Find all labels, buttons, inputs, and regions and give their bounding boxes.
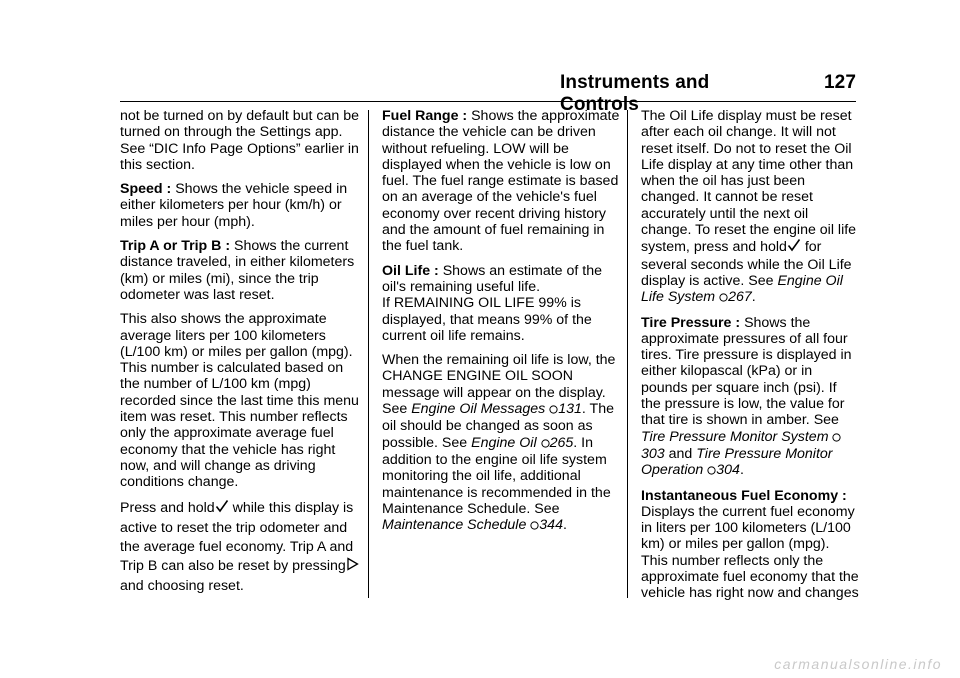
body-text: while this display is active to reset the trip odometer and the average fuel economy. Trip A and Trip B can also be reset by pressing	[120, 499, 354, 574]
term-label: Instantaneous Fuel Economy :	[641, 487, 847, 504]
page-reference-icon	[707, 463, 716, 479]
page-header	[560, 72, 856, 115]
cross-reference-link[interactable]: Tire Pressure Monitor Operation	[641, 445, 833, 479]
column-2	[382, 108, 622, 542]
paragraph	[120, 238, 360, 303]
body-text: and choosing reset.	[120, 577, 244, 594]
term-label: Tire Pressure :	[641, 314, 741, 331]
paragraph	[120, 181, 360, 230]
body-text: The Oil Life display must be reset after each oil change. It will not reset itself. Do not to reset the Oil Life display at any time other than when the oil has just been changed. It cannot be reset accurately until the next oil change. To reset the engine oil life system, press and hold	[641, 108, 857, 256]
paragraph: Tire Pressure : Shows the approximate pressures of all four tires. Tire pressure is displayed in either kilopascal (kPa) or in pounds per square inch (psi). If the pressure is low, the value for that tire is shown in amber. See Tire Pressure Monitor System 303 and Tire Pressure Monitor Operation 304.	[641, 314, 852, 479]
body-text: Shows the approximate pressures of all four tires. Tire pressure is displayed in either kilopascal (kPa) or in pounds per square inch (psi). If the pressure is low, the value for that tire is shown in amber. See	[641, 314, 852, 429]
body-text: When the remaining oil life is low, the CHANGE ENGINE OIL SOON message will appear on the display. See	[382, 352, 616, 418]
watermark: carmanualsonline.info	[774, 656, 942, 672]
cross-reference-page[interactable]: 304	[716, 462, 740, 479]
column-divider	[627, 110, 628, 598]
body-text: Shows the current distance traveled, in either kilometers (km) or miles (mi), since the trip odometer was last reset.	[120, 238, 355, 303]
paragraph	[120, 108, 360, 173]
body-text: If REMAINING OIL LIFE 99% is displayed, that means 99% of the current oil life remains.	[382, 295, 592, 344]
paragraph	[382, 263, 622, 344]
body-text: Shows the approximate distance the vehicle can be driven without refueling. LOW will be displayed when the vehicle is low on fuel. The fuel range estimate is based on an average of the vehicle's fuel economy over recent driving history and the amount of fuel remaining in the fuel tank.	[382, 108, 620, 255]
page-reference-icon	[719, 290, 728, 306]
page-reference-icon	[832, 430, 841, 446]
paragraph: When the remaining oil life is low, the CHANGE ENGINE OIL SOON message will appear on the display. See Engine Oil Messages 131. The oil should be changed as soon as possible. See Engine Oil 265. In addition to the engine oil life system monitoring the oil life, additional maintenance is recommended in the Maintenance Schedule. See Maintenance Schedule 344.	[382, 352, 616, 534]
paragraph	[641, 488, 859, 602]
term-label: Speed :	[120, 181, 172, 198]
header-rule	[120, 101, 856, 102]
cross-reference-link[interactable]: Maintenance Schedule	[382, 517, 527, 534]
body-text: Shows an estimate of the oil's remaining useful life.	[382, 262, 603, 295]
body-text: In addition to the engine oil life system monitoring the oil life, additional maintenance is recommended in the Maintenance Schedule. See	[382, 434, 611, 517]
body-text: for several seconds while the Oil Life display is active. See	[641, 239, 852, 289]
cross-reference-link[interactable]: Tire Pressure Monitor System	[641, 428, 829, 445]
section-title: Instruments and Controls	[560, 72, 710, 115]
body-text: and	[668, 445, 693, 462]
page-number: 127	[823, 72, 856, 93]
term-label: Fuel Range :	[382, 108, 468, 124]
cross-reference-link[interactable]: Engine Oil	[471, 434, 537, 451]
term-label: Trip A or Trip B :	[120, 238, 231, 255]
column-3	[641, 108, 859, 610]
page-reference-icon	[549, 402, 558, 418]
body-text: Shows the vehicle speed in either kilometers per hour (km/h) or miles per hour (mph).	[120, 181, 348, 230]
term-label: Oil Life :	[382, 262, 439, 279]
body-text: The oil should be changed as soon as possible. See	[382, 401, 614, 451]
paragraph: The Oil Life display must be reset after each oil change. It will not reset itself. Do not to reset the Oil Life display at any time other than when the oil has just been changed. It cannot be reset accurately until the next oil change. To reset the engine oil life system, press and hold for several seconds while the Oil Life display is active. See Engine Oil Life System 267.	[641, 108, 857, 306]
checkmark-icon	[787, 238, 801, 256]
cross-reference-page[interactable]: 265	[549, 434, 574, 451]
cross-reference-page[interactable]: 267	[728, 289, 752, 306]
body-text: Displays the current fuel economy in liters per 100 kilometers (L/100 km) or miles per gallon (mpg). This number reflects only the approximate fuel economy that the vehicle has right now and changes	[641, 503, 859, 602]
cross-reference-page[interactable]: 344	[539, 517, 563, 534]
page-reference-icon	[530, 518, 539, 534]
paragraph	[120, 311, 360, 490]
cross-reference-page[interactable]: 131	[558, 401, 582, 418]
body-text: Press and hold	[120, 499, 215, 516]
page-reference-icon	[541, 436, 550, 452]
checkmark-icon	[215, 499, 229, 519]
cross-reference-link[interactable]: Engine Oil Life System	[641, 272, 843, 306]
triangle-right-icon	[346, 557, 359, 577]
column-divider	[368, 110, 369, 598]
body-text: This also shows the approximate average liters per 100 kilometers (L/100 km) or miles per gallon (mpg). This number is calculated based on the number of L/100 km (mpg) recorded since the last time this menu item was reset. This number reflects only the approximate average fuel economy that the vehicle has right now, and will change as driving conditions change.	[120, 311, 359, 491]
cross-reference-page[interactable]: 303	[641, 445, 665, 462]
paragraph	[382, 108, 622, 255]
paragraph	[120, 499, 360, 596]
cross-reference-link[interactable]: Engine Oil Messages	[411, 401, 546, 418]
column-1	[120, 108, 360, 604]
body-text: not be turned on by default but can be turned on through the Settings app. See “DIC Info Page Options” earlier in this section.	[120, 108, 360, 173]
